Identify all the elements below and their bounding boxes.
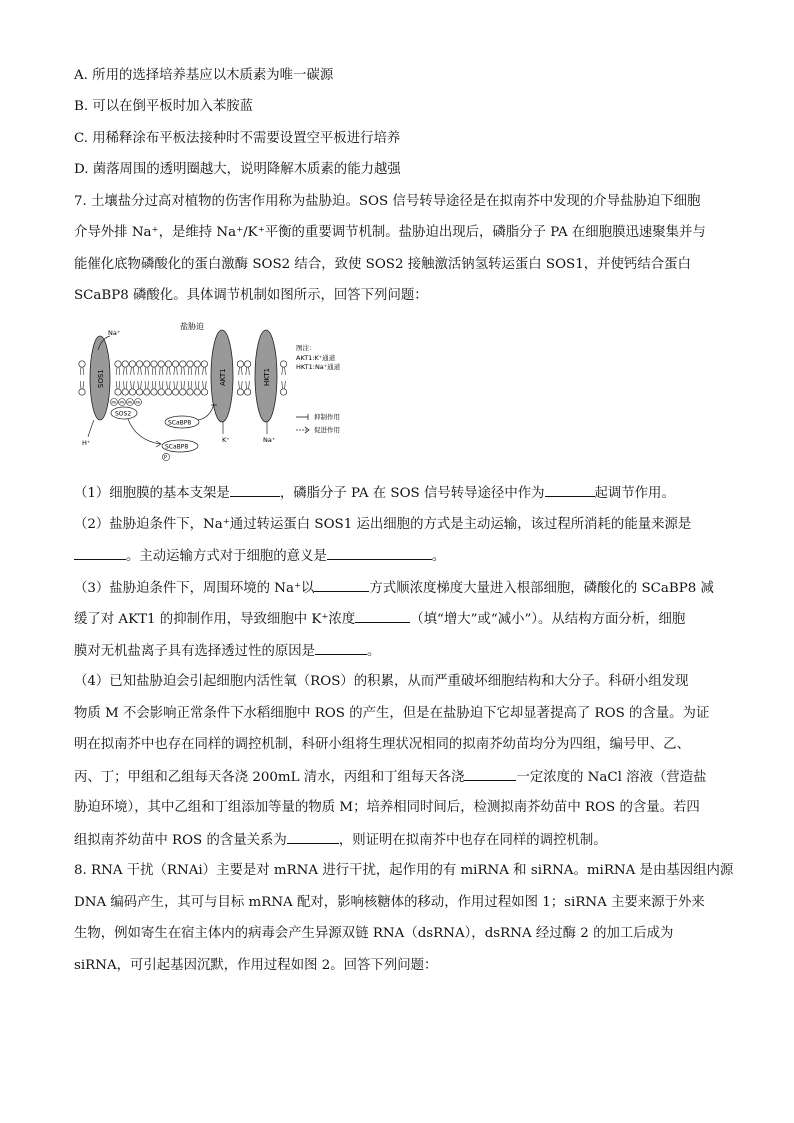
phospholipid-head xyxy=(187,389,193,395)
phospholipid-head xyxy=(201,361,207,367)
answer-blank[interactable] xyxy=(314,579,369,592)
q8-stem-line-3: 生物，例如寄生在宿主体内的病毒会产生异源双链 RNA（dsRNA），dsRNA 经过酶 2 的加工后成为 xyxy=(74,926,674,941)
phospholipid-head xyxy=(79,361,85,367)
pa-label-1: PA xyxy=(111,399,117,405)
phospholipid-head xyxy=(129,389,135,395)
phospholipid-head xyxy=(280,361,286,367)
phospholipid-head xyxy=(244,361,250,367)
phospholipid-tail xyxy=(145,381,149,389)
phospholipid-head xyxy=(115,361,121,367)
q7-sub3-line-1 xyxy=(74,579,714,598)
q7-sub1-text-a: （1）细胞膜的基本支架是 xyxy=(74,486,230,501)
q8-stem-line-1: 8. RNA 干扰（RNAi）主要是对 mRNA 进行干扰，起作用的有 miRNA 和 siRNA。miRNA 是由基因组内源 xyxy=(74,863,734,878)
phospholipid-head xyxy=(129,361,135,367)
phospholipid-tail xyxy=(174,381,178,389)
phospholipid-head xyxy=(151,361,157,367)
q7-sub3-text-c: 缓了对 AKT1 的抑制作用，导致细胞中 K⁺浓度 xyxy=(74,612,356,627)
phospholipid-tail xyxy=(246,367,250,375)
na-bottom-label: Na⁺ xyxy=(263,436,276,444)
phospholipid-tail xyxy=(203,367,207,375)
phospholipid-head xyxy=(187,361,193,367)
phospholipid-tail xyxy=(116,381,120,389)
answer-blank[interactable] xyxy=(355,610,410,623)
phospholipid-tail xyxy=(181,367,185,375)
phospholipid-tail xyxy=(246,381,250,389)
na-top-label: Na⁺ xyxy=(108,329,121,337)
option-a: A. 所用的选择培养基应以木质素为唯一碳源 xyxy=(74,68,334,83)
answer-blank[interactable] xyxy=(315,642,367,655)
scabp8-p-label: SCaBP8 xyxy=(165,443,189,451)
option-c: C. 用稀释涂布平板法接种时不需要设置空平板进行培养 xyxy=(74,131,401,146)
q7-stem-line-1: 7. 土壤盐分过高对植物的伤害作用称为盐胁迫。SOS 信号转导途径是在拟南芥中发现的介导盐胁迫下细胞 xyxy=(74,194,701,209)
scabp8-inhibit-akt1 xyxy=(198,404,214,420)
phospholipid-head xyxy=(151,389,157,395)
phospholipid-tail xyxy=(123,367,127,375)
option-d: D. 菌落周围的透明圈越大，说明降解木质素的能力越强 xyxy=(74,162,401,177)
phospholipid-tail xyxy=(159,367,163,375)
phospholipid-head xyxy=(201,389,207,395)
hkt1-label: HKT1 xyxy=(263,367,271,386)
q7-sub4-line-6 xyxy=(74,831,607,850)
phospholipid-tail xyxy=(188,381,192,389)
h-label: H⁺ xyxy=(82,439,91,447)
phospholipid-tail xyxy=(282,367,286,375)
q7-sub4-line-5: 胁迫环境），其中乙组和丁组添加等量的物质 M；培养相同时间后，检测拟南芥幼苗中 ROS 的含量。若四 xyxy=(74,800,700,815)
legend-promote: 促进作用 xyxy=(314,426,340,434)
answer-blank[interactable] xyxy=(230,484,280,497)
option-b: B. 可以在倒平板时加入苯胺蓝 xyxy=(74,99,254,114)
q7-sub3-text-f: 。 xyxy=(367,644,381,659)
q7-stem-line-4: SCaBP8 磷酸化。具体调节机制如图所示，回答下列问题： xyxy=(74,288,428,303)
legend-inhibit: 抑制作用 xyxy=(314,413,340,421)
sos2-label: SOS2 xyxy=(115,410,132,418)
phospholipid-tail xyxy=(131,381,135,389)
answer-blank[interactable] xyxy=(545,484,595,497)
phospholipid-tail xyxy=(174,367,178,375)
phospholipid-tail xyxy=(239,381,243,389)
pa-label-4: PA xyxy=(135,399,141,405)
phospholipid-head xyxy=(115,389,121,395)
phospholipid-tail xyxy=(159,381,163,389)
legend-title: 图注： xyxy=(296,344,316,352)
phospholipid-head xyxy=(180,361,186,367)
akt1-label: AKT1 xyxy=(219,368,227,386)
q7-sub4-line-2: 物质 M 不会影响正常条件下水稻细胞中 ROS 的产生，但是在盐胁迫下它却显著提高了 ROS 的含量。为证 xyxy=(74,706,710,721)
phospholipid-head xyxy=(165,361,171,367)
answer-blank[interactable] xyxy=(464,768,516,781)
phospholipid-tail xyxy=(116,367,120,375)
answer-blank[interactable] xyxy=(287,831,339,844)
q8-stem-line-4: siRNA，可引起基因沉默，作用过程如图 2。回答下列问题： xyxy=(74,958,438,973)
phospholipid-tail xyxy=(152,367,156,375)
phospholipid-tail xyxy=(195,367,199,375)
phospholipid-head xyxy=(244,389,250,395)
pa-label-3: PA xyxy=(127,399,133,405)
phospholipid-tail xyxy=(80,381,84,389)
q7-sub3-text-d: （填“增大”或“减小”）。从结构方面分析，细胞 xyxy=(410,612,686,627)
phospholipid-head xyxy=(237,361,243,367)
q7-sub4-text-d: 丙、丁；甲组和乙组每天各浇 200mL 清水，丙组和丁组每天各浇 xyxy=(74,770,465,785)
phospholipid-tail xyxy=(167,381,171,389)
q7-sub4-line-4 xyxy=(74,768,706,787)
answer-blank[interactable] xyxy=(74,547,126,560)
legend-hkt1: HKT1:Na⁺通道 xyxy=(296,363,341,371)
q7-sub3-text-b: 方式顺浓度梯度大量进入根部细胞，磷酸化的 SCaBP8 减 xyxy=(369,581,714,596)
phospholipid-head xyxy=(237,389,243,395)
phospholipid-tail xyxy=(123,381,127,389)
phospholipid-tail xyxy=(239,367,243,375)
scabp8-label: SCaBP8 xyxy=(168,419,192,427)
phospholipid-head xyxy=(136,361,142,367)
q7-stem-line-3: 能催化底物磷酸化的蛋白激酶 SOS2 结合，致使 SOS2 接触激活钠氢转运蛋白 SOS1，并使钙结合蛋白 xyxy=(74,257,691,272)
phospholipid-tail xyxy=(195,381,199,389)
q7-sub3-line-2 xyxy=(74,610,685,629)
q8-stem-line-2: DNA 编码产生，其可与目标 mRNA 配对，影响核糖体的移动，作用过程如图 1；siRNA 主要来源于外来 xyxy=(74,895,705,910)
phospholipid-tail xyxy=(152,381,156,389)
q7-sub4-text-g: 组拟南芥幼苗中 ROS 的含量关系为 xyxy=(74,833,287,848)
q7-sub2-line-1: （2）盐胁迫条件下，Na⁺通过转运蛋白 SOS1 运出细胞的方式是主动运输，该过程所消耗的能量来源是 xyxy=(74,517,692,532)
q7-sub4-line-1: （4）已知盐胁迫会引起细胞内活性氧（ROS）的积累，从而严重破坏细胞结构和大分子。科研小组发现 xyxy=(74,674,689,689)
phospholipid-head xyxy=(280,389,286,395)
q7-sub2-line-2 xyxy=(74,547,445,566)
phospholipid-tail xyxy=(282,381,286,389)
phospholipid-tail xyxy=(181,381,185,389)
phospholipid-head xyxy=(194,361,200,367)
phospholipid-tail xyxy=(188,367,192,375)
k-label: K⁺ xyxy=(222,436,230,444)
q7-sub1-text-b: ，磷脂分子 PA 在 SOS 信号转导途径中作为 xyxy=(279,486,545,501)
phospholipid-head xyxy=(79,389,85,395)
phospholipid-head xyxy=(144,389,150,395)
q7-sub3-line-3 xyxy=(74,642,380,661)
sos2-phosphorylate-arrow xyxy=(128,419,160,444)
q7-sub2-text-c: 。 xyxy=(431,549,446,564)
sos1-label: SOS1 xyxy=(97,369,105,388)
answer-blank[interactable] xyxy=(327,547,432,560)
phospholipid-tail xyxy=(145,367,149,375)
phospholipid-tail xyxy=(203,381,207,389)
phospholipid-head xyxy=(144,361,150,367)
phospholipid-tail xyxy=(131,367,135,375)
phosphate-label: P xyxy=(164,455,168,461)
phospholipid-head xyxy=(122,361,128,367)
phospholipid-head xyxy=(165,389,171,395)
q7-sub4-text-e: 一定浓度的 NaCl 溶液（营造盐 xyxy=(516,770,707,785)
phospholipid-head xyxy=(180,389,186,395)
q7-sub2-text-b: 。主动运输方式对于细胞的意义是 xyxy=(126,549,327,564)
q7-sub3-text-a: （3）盐胁迫条件下，周围环境的 Na⁺以 xyxy=(74,581,315,596)
phospholipid-tail xyxy=(138,381,142,389)
q7-sub4-line-3: 明在拟南芥中也存在同样的调控机制，科研小组将生理状况相同的拟南芥幼苗均分为四组，编号甲、乙、 xyxy=(74,737,690,752)
phospholipid-tail xyxy=(138,367,142,375)
phospholipid-head xyxy=(122,389,128,395)
sos-pathway-diagram xyxy=(76,320,376,470)
q7-stem-line-2: 介导外排 Na⁺，是维持 Na⁺/K⁺平衡的重要调节机制。盐胁迫出现后，磷脂分子 PA 在细胞膜迅速聚集并与 xyxy=(74,225,706,240)
phospholipid-head xyxy=(194,389,200,395)
phospholipid-head xyxy=(158,361,164,367)
phospholipid-tail xyxy=(167,367,171,375)
phospholipid-tail xyxy=(80,367,84,375)
phospholipid-head xyxy=(136,389,142,395)
q7-sub1 xyxy=(74,484,675,503)
q7-sub1-text-c: 起调节作用。 xyxy=(594,486,675,501)
legend-akt1: AKT1:K⁺通道 xyxy=(296,354,336,362)
q7-sub4-text-h: ，则证明在拟南芥中也存在同样的调控机制。 xyxy=(338,833,607,848)
phospholipid-head xyxy=(172,389,178,395)
q7-sub3-text-e: 膜对无机盐离子具有选择透过性的原因是 xyxy=(74,644,316,659)
phospholipid-head xyxy=(158,389,164,395)
pa-label-2: PA xyxy=(119,399,125,405)
phospholipid-head xyxy=(172,361,178,367)
diagram-title: 盐胁迫 xyxy=(180,322,204,331)
